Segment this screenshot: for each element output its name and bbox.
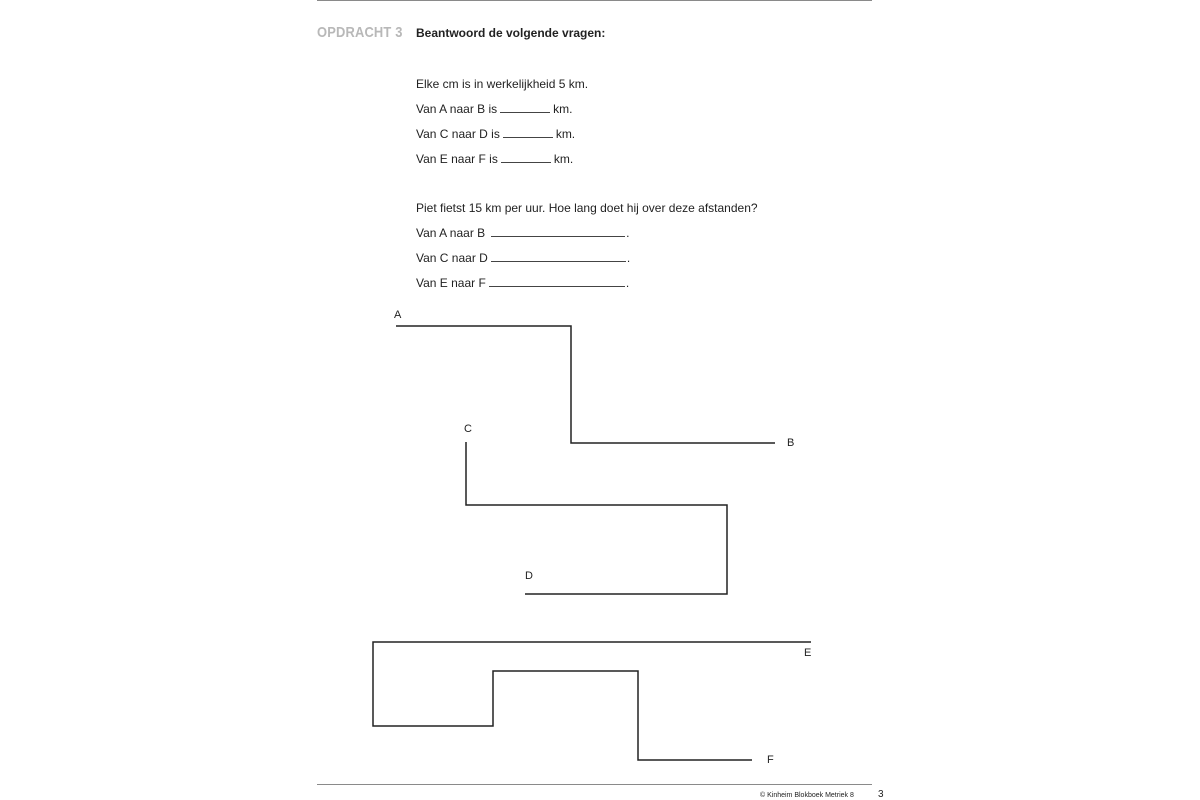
question-suffix: km. bbox=[553, 102, 573, 116]
bottom-rule bbox=[317, 784, 872, 785]
question-suffix: . bbox=[626, 226, 630, 240]
question-prefix: Van A naar B is bbox=[416, 102, 498, 116]
answer-blank-cd-km[interactable] bbox=[503, 127, 553, 138]
footer-credit: © Kinheim Blokboek Metriek 8 bbox=[760, 792, 854, 799]
answer-blank-ab-km[interactable] bbox=[500, 102, 550, 113]
time-intro: Piet fietst 15 km per uur. Hoe lang doet hij over deze afstanden? bbox=[416, 201, 758, 215]
top-rule bbox=[317, 0, 872, 1]
point-label-a: A bbox=[394, 309, 402, 321]
answer-blank-ab-time[interactable] bbox=[491, 226, 625, 237]
page-number: 3 bbox=[878, 789, 884, 800]
question-suffix: . bbox=[626, 251, 631, 265]
point-label-c: C bbox=[464, 423, 472, 435]
question-prefix: Van C naar D is bbox=[416, 127, 500, 141]
answer-blank-ef-km[interactable] bbox=[501, 152, 551, 163]
question-suffix: km. bbox=[553, 152, 574, 166]
point-label-d: D bbox=[525, 570, 533, 582]
distance-question-ab bbox=[416, 102, 573, 116]
time-question-cd bbox=[416, 251, 630, 265]
scale-statement: Elke cm is in werkelijkheid 5 km. bbox=[416, 77, 589, 91]
route-a-b bbox=[396, 326, 775, 443]
time-question-ab bbox=[416, 226, 630, 240]
question-suffix: . bbox=[625, 276, 630, 290]
distance-question-cd bbox=[416, 127, 575, 141]
time-question-ef bbox=[416, 276, 629, 290]
point-label-f: F bbox=[767, 754, 774, 766]
assignment-label: OPDRACHT 3 bbox=[317, 24, 403, 41]
question-suffix: km. bbox=[555, 127, 576, 141]
answer-blank-ef-time[interactable] bbox=[489, 276, 625, 287]
question-prefix: Van E naar F is bbox=[416, 152, 498, 166]
answer-blank-cd-time[interactable] bbox=[491, 251, 626, 262]
question-prefix: Van A naar B bbox=[416, 226, 486, 240]
route-c-d bbox=[466, 442, 727, 594]
point-label-b: B bbox=[787, 437, 795, 449]
route-e-f bbox=[373, 642, 811, 760]
question-prefix: Van E naar F bbox=[416, 276, 486, 290]
instruction-heading: Beantwoord de volgende vragen: bbox=[416, 26, 606, 40]
distance-question-ef bbox=[416, 152, 573, 166]
question-prefix: Van C naar D bbox=[416, 251, 488, 265]
point-label-e: E bbox=[804, 647, 812, 659]
